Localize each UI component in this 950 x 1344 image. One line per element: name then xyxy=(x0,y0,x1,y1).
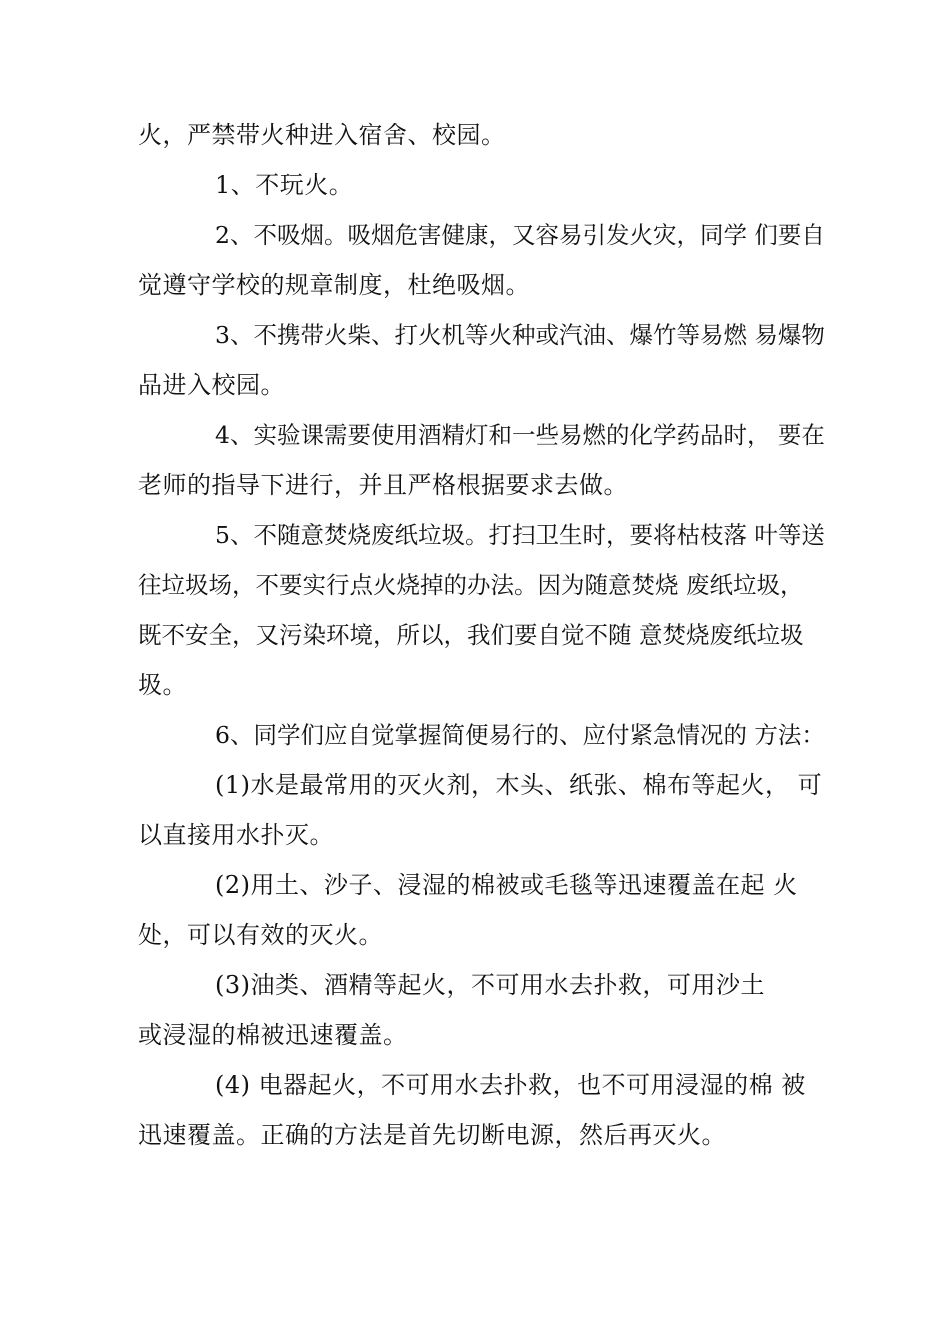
text-line: 以直接用水扑灭。 xyxy=(138,821,334,849)
text-line: 1、不玩火。 xyxy=(215,171,354,199)
text-line: (3)油类、酒精等起火，不可用水去扑救，可用沙土 xyxy=(215,971,765,999)
text-line: 觉遵守学校的规章制度，杜绝吸烟。 xyxy=(138,271,530,299)
document-page xyxy=(138,116,828,1166)
text-line: 5、不随意焚烧废纸垃圾。打扫卫生时，要将枯枝落 叶等送 xyxy=(215,521,825,549)
text-line: (1)水是最常用的灭火剂，木头、纸张、棉布等起火， 可 xyxy=(215,771,823,799)
text-line: 处，可以有效的灭火。 xyxy=(138,921,383,949)
text-line: 往垃圾场，不要实行点火烧掉的办法。因为随意焚烧 废纸垃圾， xyxy=(138,571,804,599)
text-line: 老师的指导下进行，并且严格根据要求去做。 xyxy=(138,471,628,499)
text-line: (4) 电器起火，不可用水去扑救，也不可用浸湿的棉 被 xyxy=(215,1071,806,1099)
text-line: 品进入校园。 xyxy=(138,371,285,399)
text-line: 4、实验课需要使用酒精灯和一些易燃的化学药品时， 要在 xyxy=(215,421,825,449)
text-line: 3、不携带火柴、打火机等火种或汽油、爆竹等易燃 易爆物 xyxy=(215,321,825,349)
text-line: 2、不吸烟。吸烟危害健康，又容易引发火灾，同学 们要自 xyxy=(215,221,825,249)
text-line: 既不安全，又污染环境，所以，我们要自觉不随 意焚烧废纸垃圾 xyxy=(138,621,804,649)
text-line: 6、同学们应自觉掌握简便易行的、应付紧急情况的 方法： xyxy=(215,721,825,749)
text-line: 或浸湿的棉被迅速覆盖。 xyxy=(138,1021,408,1049)
text-line: 圾。 xyxy=(138,671,187,699)
text-line: 火，严禁带火种进入宿舍、校园。 xyxy=(138,121,506,149)
text-line: (2)用土、沙子、浸湿的棉被或毛毯等迅速覆盖在起 火 xyxy=(215,871,798,899)
text-line: 迅速覆盖。正确的方法是首先切断电源，然后再灭火。 xyxy=(138,1121,726,1149)
